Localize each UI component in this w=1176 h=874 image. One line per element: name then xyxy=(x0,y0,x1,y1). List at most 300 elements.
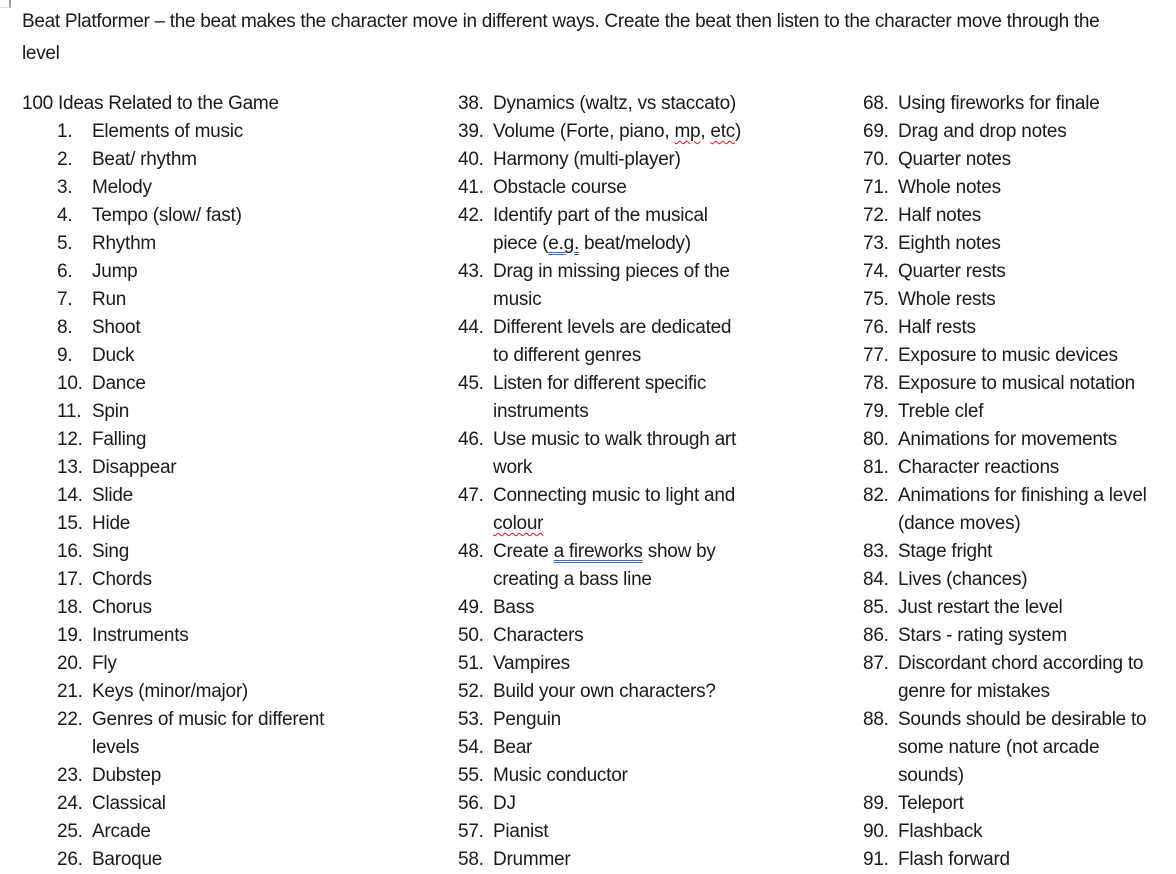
text-run: Classical xyxy=(92,793,166,814)
text-run: Exposure to music devices xyxy=(898,345,1118,366)
list-text xyxy=(493,230,691,258)
list-item-continuation xyxy=(57,734,324,762)
text-run: Using fireworks for finale xyxy=(898,93,1100,114)
list-item xyxy=(57,790,324,818)
list-number xyxy=(458,510,493,538)
list-item xyxy=(458,734,741,762)
list-item xyxy=(57,426,324,454)
spellcheck-flagged-text: mp xyxy=(674,121,701,142)
text-run: Obstacle course xyxy=(493,177,627,198)
list-item xyxy=(863,314,1147,342)
text-run: Dynamics (waltz, vs staccato) xyxy=(493,93,736,114)
list-text xyxy=(493,314,731,342)
list-item xyxy=(458,370,741,398)
list-number: 55. xyxy=(458,765,484,786)
list-text xyxy=(92,258,137,286)
list-text xyxy=(92,174,152,202)
list-item xyxy=(863,622,1147,650)
text-run: to different genres xyxy=(493,345,642,366)
list-text xyxy=(493,174,627,202)
text-run: Discordant chord according to xyxy=(898,653,1144,674)
list-number: 85. xyxy=(863,597,889,618)
list-text xyxy=(92,342,134,370)
list-number xyxy=(458,230,493,258)
text-run: Connecting music to light and xyxy=(493,485,736,506)
list-text xyxy=(92,230,156,258)
list-number: 16. xyxy=(57,541,83,562)
list-number: 3. xyxy=(57,177,73,198)
list-number: 80. xyxy=(863,429,889,450)
list-item xyxy=(863,370,1147,398)
list-text xyxy=(493,734,532,762)
list-text xyxy=(493,426,736,454)
list-number: 2. xyxy=(57,149,73,170)
list-number: 1. xyxy=(57,121,73,142)
list-text xyxy=(898,538,992,566)
text-run: Sing xyxy=(92,541,130,562)
list-number: 20. xyxy=(57,653,83,674)
list-item xyxy=(57,342,324,370)
list-text xyxy=(898,566,1027,594)
text-run: Elements of music xyxy=(92,121,243,142)
list-item xyxy=(458,258,741,286)
list-number: 58. xyxy=(458,849,484,870)
list-number: 51. xyxy=(458,653,484,674)
text-run: Chorus xyxy=(92,597,152,618)
text-run: Baroque xyxy=(92,849,163,870)
list-text xyxy=(898,790,964,818)
text-run: Duck xyxy=(92,345,135,366)
list-text xyxy=(92,622,189,650)
list-text xyxy=(898,146,1011,174)
list-text xyxy=(493,118,741,146)
list-item xyxy=(863,650,1147,678)
columns xyxy=(0,90,1176,870)
list-item xyxy=(863,594,1147,622)
list-number: 91. xyxy=(863,849,889,870)
list-text xyxy=(493,90,736,118)
list-item xyxy=(458,174,741,202)
list-number: 22. xyxy=(57,709,83,730)
list-text xyxy=(92,594,152,622)
text-run: Build your own characters? xyxy=(493,681,716,702)
list-text xyxy=(493,566,652,594)
list-item xyxy=(863,482,1147,510)
list-text xyxy=(898,314,976,342)
list-number xyxy=(863,734,898,762)
text-run: Animations for finishing a level xyxy=(898,485,1147,506)
list-text xyxy=(898,482,1147,510)
list-item xyxy=(57,846,324,874)
text-run: Just restart the level xyxy=(898,597,1063,618)
list-item xyxy=(863,706,1147,734)
document-title-line-1: Beat Platformer – the beat makes the character move in different ways. Create the beat then listen to the character move through the xyxy=(22,11,1100,32)
text-run: sounds) xyxy=(898,765,964,786)
list-item xyxy=(458,818,741,846)
list-text xyxy=(493,538,716,566)
list-item xyxy=(863,342,1147,370)
text-run: Pianist xyxy=(493,821,549,842)
list-number: 45. xyxy=(458,373,484,394)
list-item xyxy=(863,846,1147,874)
list-text xyxy=(493,258,730,286)
list-item xyxy=(57,454,324,482)
list-item xyxy=(57,146,324,174)
list-text xyxy=(92,734,139,762)
list-text xyxy=(92,286,126,314)
list-number: 69. xyxy=(863,121,889,142)
text-run: creating a bass line xyxy=(493,569,652,590)
list-text xyxy=(92,426,146,454)
list-number xyxy=(458,342,493,370)
list-text xyxy=(898,370,1135,398)
text-run: Slide xyxy=(92,485,133,506)
column-2 xyxy=(458,90,741,874)
list-item xyxy=(863,426,1147,454)
list-text xyxy=(898,706,1146,734)
list-number: 41. xyxy=(458,177,484,198)
list-number: 68. xyxy=(863,93,889,114)
list-text xyxy=(92,482,133,510)
list-number: 46. xyxy=(458,429,484,450)
text-run: Run xyxy=(92,289,127,310)
list-number: 39. xyxy=(458,121,484,142)
text-run: Create xyxy=(493,541,554,562)
text-run: Melody xyxy=(92,177,152,198)
list-item xyxy=(863,258,1147,286)
text-run: Animations for movements xyxy=(898,429,1117,450)
list-text xyxy=(92,398,129,426)
list-number: 53. xyxy=(458,709,484,730)
list-number: 77. xyxy=(863,345,889,366)
text-run: Quarter notes xyxy=(898,149,1011,170)
text-run: Flash forward xyxy=(898,849,1010,870)
grammar-flagged-text: a fireworks xyxy=(553,541,643,562)
list-item xyxy=(57,622,324,650)
list-number xyxy=(863,762,898,790)
list-item xyxy=(57,818,324,846)
list-item xyxy=(57,482,324,510)
text-run: Different levels are dedicated xyxy=(493,317,732,338)
list-item-continuation xyxy=(458,566,741,594)
list-number: 75. xyxy=(863,289,889,310)
list-item xyxy=(458,846,741,874)
text-run: Identify part of the musical xyxy=(493,205,708,226)
list-number: 9. xyxy=(57,345,73,366)
text-run: Characters xyxy=(493,625,584,646)
text-run: Music conductor xyxy=(493,765,628,786)
list-text xyxy=(493,622,583,650)
list-number: 70. xyxy=(863,149,889,170)
text-run: Whole notes xyxy=(898,177,1001,198)
list-number: 87. xyxy=(863,653,889,674)
text-run: Half notes xyxy=(898,205,982,226)
text-run: Treble clef xyxy=(898,401,984,422)
list-item xyxy=(863,202,1147,230)
section-heading xyxy=(22,90,324,118)
list-number: 21. xyxy=(57,681,83,702)
list-number: 24. xyxy=(57,793,83,814)
list-number xyxy=(57,734,92,762)
list-text xyxy=(493,594,534,622)
text-run: Quarter rests xyxy=(898,261,1006,282)
list-number: 78. xyxy=(863,373,889,394)
list-item xyxy=(57,538,324,566)
list-number: 57. xyxy=(458,821,484,842)
text-run: Eighth notes xyxy=(898,233,1001,254)
list-item xyxy=(57,202,324,230)
text-run: Tempo (slow/ fast) xyxy=(92,205,242,226)
list-text xyxy=(92,846,162,874)
list-number: 6. xyxy=(57,261,73,282)
list-number: 90. xyxy=(863,821,889,842)
list-text xyxy=(92,314,140,342)
list-item xyxy=(458,314,741,342)
text-run: Stars - rating system xyxy=(898,625,1067,646)
text-run: levels xyxy=(92,737,140,758)
list-item xyxy=(863,566,1147,594)
list-number xyxy=(458,566,493,594)
list-item xyxy=(863,286,1147,314)
text-run: Listen for different specific xyxy=(493,373,707,394)
list-text xyxy=(92,566,152,594)
list-item xyxy=(863,454,1147,482)
text-run: instruments xyxy=(493,401,589,422)
text-run: 100 Ideas Related to the Game xyxy=(22,93,279,114)
list-number: 76. xyxy=(863,317,889,338)
list-item-continuation xyxy=(458,454,741,482)
list-text xyxy=(92,146,197,174)
list-item xyxy=(57,678,324,706)
list-number: 40. xyxy=(458,149,484,170)
list-number xyxy=(458,286,493,314)
list-item xyxy=(863,174,1147,202)
list-item xyxy=(458,482,741,510)
list-number xyxy=(863,510,898,538)
list-text xyxy=(898,454,1059,482)
list-number: 8. xyxy=(57,317,73,338)
text-run: piece ( xyxy=(493,233,549,254)
list-item xyxy=(57,314,324,342)
text-run: , xyxy=(700,121,711,142)
list-text xyxy=(493,790,516,818)
list-number xyxy=(863,678,898,706)
list-text xyxy=(92,370,146,398)
list-text xyxy=(898,230,1001,258)
grammar-flagged-text: e.g. xyxy=(548,233,579,254)
list-item-continuation xyxy=(458,286,741,314)
text-run: Bear xyxy=(493,737,533,758)
list-number: 12. xyxy=(57,429,83,450)
list-text xyxy=(898,818,982,846)
text-run: ) xyxy=(735,121,742,142)
list-item xyxy=(458,790,741,818)
list-item-continuation xyxy=(458,398,741,426)
list-item xyxy=(458,622,741,650)
text-run: Harmony (multi-player) xyxy=(493,149,681,170)
list-text xyxy=(493,454,532,482)
list-number: 84. xyxy=(863,569,889,590)
list-number: 79. xyxy=(863,401,889,422)
list-item xyxy=(458,706,741,734)
list-number: 23. xyxy=(57,765,83,786)
text-run: Drummer xyxy=(493,849,571,870)
list-number: 89. xyxy=(863,793,889,814)
list-item xyxy=(458,90,741,118)
page-corner-mark xyxy=(0,0,11,8)
list-text xyxy=(898,650,1143,678)
list-item xyxy=(57,762,324,790)
list-item xyxy=(57,566,324,594)
list-number: 15. xyxy=(57,513,83,534)
text-run: Bass xyxy=(493,597,535,618)
list-text xyxy=(493,482,735,510)
list-text xyxy=(493,762,628,790)
list-number: 47. xyxy=(458,485,484,506)
list-text xyxy=(493,510,543,538)
list-number: 50. xyxy=(458,625,484,646)
list-text xyxy=(92,538,129,566)
list-text xyxy=(898,398,983,426)
list-number: 19. xyxy=(57,625,83,646)
list-text xyxy=(493,846,570,874)
list-text xyxy=(493,398,588,426)
list-item xyxy=(458,762,741,790)
list-text xyxy=(898,510,1020,538)
list-number: 13. xyxy=(57,457,83,478)
text-run: music xyxy=(493,289,542,310)
spellcheck-flagged-text: colour xyxy=(493,513,544,534)
list-item-continuation xyxy=(863,678,1147,706)
list-number: 42. xyxy=(458,205,484,226)
list-number: 54. xyxy=(458,737,484,758)
text-run: Character reactions xyxy=(898,457,1060,478)
list-text xyxy=(493,370,706,398)
list-item-continuation xyxy=(458,230,741,258)
list-item xyxy=(863,146,1147,174)
list-text xyxy=(92,762,161,790)
list-number: 43. xyxy=(458,261,484,282)
text-run: beat/melody) xyxy=(578,233,691,254)
text-run: Teleport xyxy=(898,793,964,814)
text-run: show by xyxy=(642,541,716,562)
list-text xyxy=(898,202,981,230)
list-text xyxy=(898,594,1063,622)
text-run: Exposure to musical notation xyxy=(898,373,1135,394)
text-run: Chords xyxy=(92,569,152,590)
list-number: 81. xyxy=(863,457,889,478)
list-number: 7. xyxy=(57,289,73,310)
text-run: Falling xyxy=(92,429,147,450)
list-item xyxy=(458,650,741,678)
list-item xyxy=(863,398,1147,426)
text-run: Shoot xyxy=(92,317,141,338)
list-item xyxy=(458,594,741,622)
text-run: Beat/ rhythm xyxy=(92,149,197,170)
column-1 xyxy=(22,90,324,874)
list-item xyxy=(458,118,741,146)
text-run: Drag and drop notes xyxy=(898,121,1067,142)
text-run: DJ xyxy=(493,793,516,814)
list-item xyxy=(57,174,324,202)
list-text xyxy=(898,426,1117,454)
text-run: Dubstep xyxy=(92,765,162,786)
list-number: 17. xyxy=(57,569,83,590)
list-number: 26. xyxy=(57,849,83,870)
text-run: Rhythm xyxy=(92,233,156,254)
text-run: Genres of music for different xyxy=(92,709,325,730)
list-item xyxy=(57,258,324,286)
list-text xyxy=(898,174,1001,202)
text-run: Hide xyxy=(92,513,131,534)
list-number: 25. xyxy=(57,821,83,842)
list-number xyxy=(458,454,493,482)
text-run: genre for mistakes xyxy=(898,681,1050,702)
list-item xyxy=(863,818,1147,846)
text-run: Drag in missing pieces of the xyxy=(493,261,730,282)
list-text xyxy=(92,706,324,734)
list-number: 5. xyxy=(57,233,73,254)
list-text xyxy=(92,790,166,818)
list-text xyxy=(898,258,1006,286)
list-text xyxy=(898,622,1067,650)
list-text xyxy=(92,454,176,482)
list-number: 38. xyxy=(458,93,484,114)
list-text xyxy=(898,734,1099,762)
list-text xyxy=(898,846,1010,874)
column-3 xyxy=(863,90,1147,874)
list-text xyxy=(493,202,708,230)
list-text xyxy=(22,90,279,118)
list-number: 74. xyxy=(863,261,889,282)
list-text xyxy=(493,286,541,314)
text-run: Volume (Forte, piano, xyxy=(493,121,675,142)
text-run: Sounds should be desirable to xyxy=(898,709,1147,730)
list-item xyxy=(458,538,741,566)
list-item xyxy=(458,426,741,454)
list-text xyxy=(493,650,570,678)
list-item xyxy=(57,706,324,734)
list-number: 49. xyxy=(458,597,484,618)
text-run: Whole rests xyxy=(898,289,996,310)
list-number: 18. xyxy=(57,597,83,618)
list-number: 44. xyxy=(458,317,484,338)
list-item xyxy=(57,286,324,314)
document-title xyxy=(22,6,1162,70)
list-text xyxy=(493,818,548,846)
list-item xyxy=(57,398,324,426)
list-number: 10. xyxy=(57,373,83,394)
list-text xyxy=(92,818,151,846)
text-run: Lives (chances) xyxy=(898,569,1028,590)
text-run: Stage fright xyxy=(898,541,993,562)
list-item xyxy=(458,146,741,174)
list-text xyxy=(898,90,1100,118)
list-item xyxy=(458,678,741,706)
text-run: Instruments xyxy=(92,625,189,646)
text-run: (dance moves) xyxy=(898,513,1021,534)
list-text xyxy=(92,202,242,230)
list-item-continuation xyxy=(863,734,1147,762)
text-run: Jump xyxy=(92,261,138,282)
list-text xyxy=(92,678,248,706)
list-number: 56. xyxy=(458,793,484,814)
list-item-continuation xyxy=(863,762,1147,790)
list-number: 82. xyxy=(863,485,889,506)
list-item xyxy=(863,230,1147,258)
list-item xyxy=(57,650,324,678)
list-item xyxy=(57,370,324,398)
